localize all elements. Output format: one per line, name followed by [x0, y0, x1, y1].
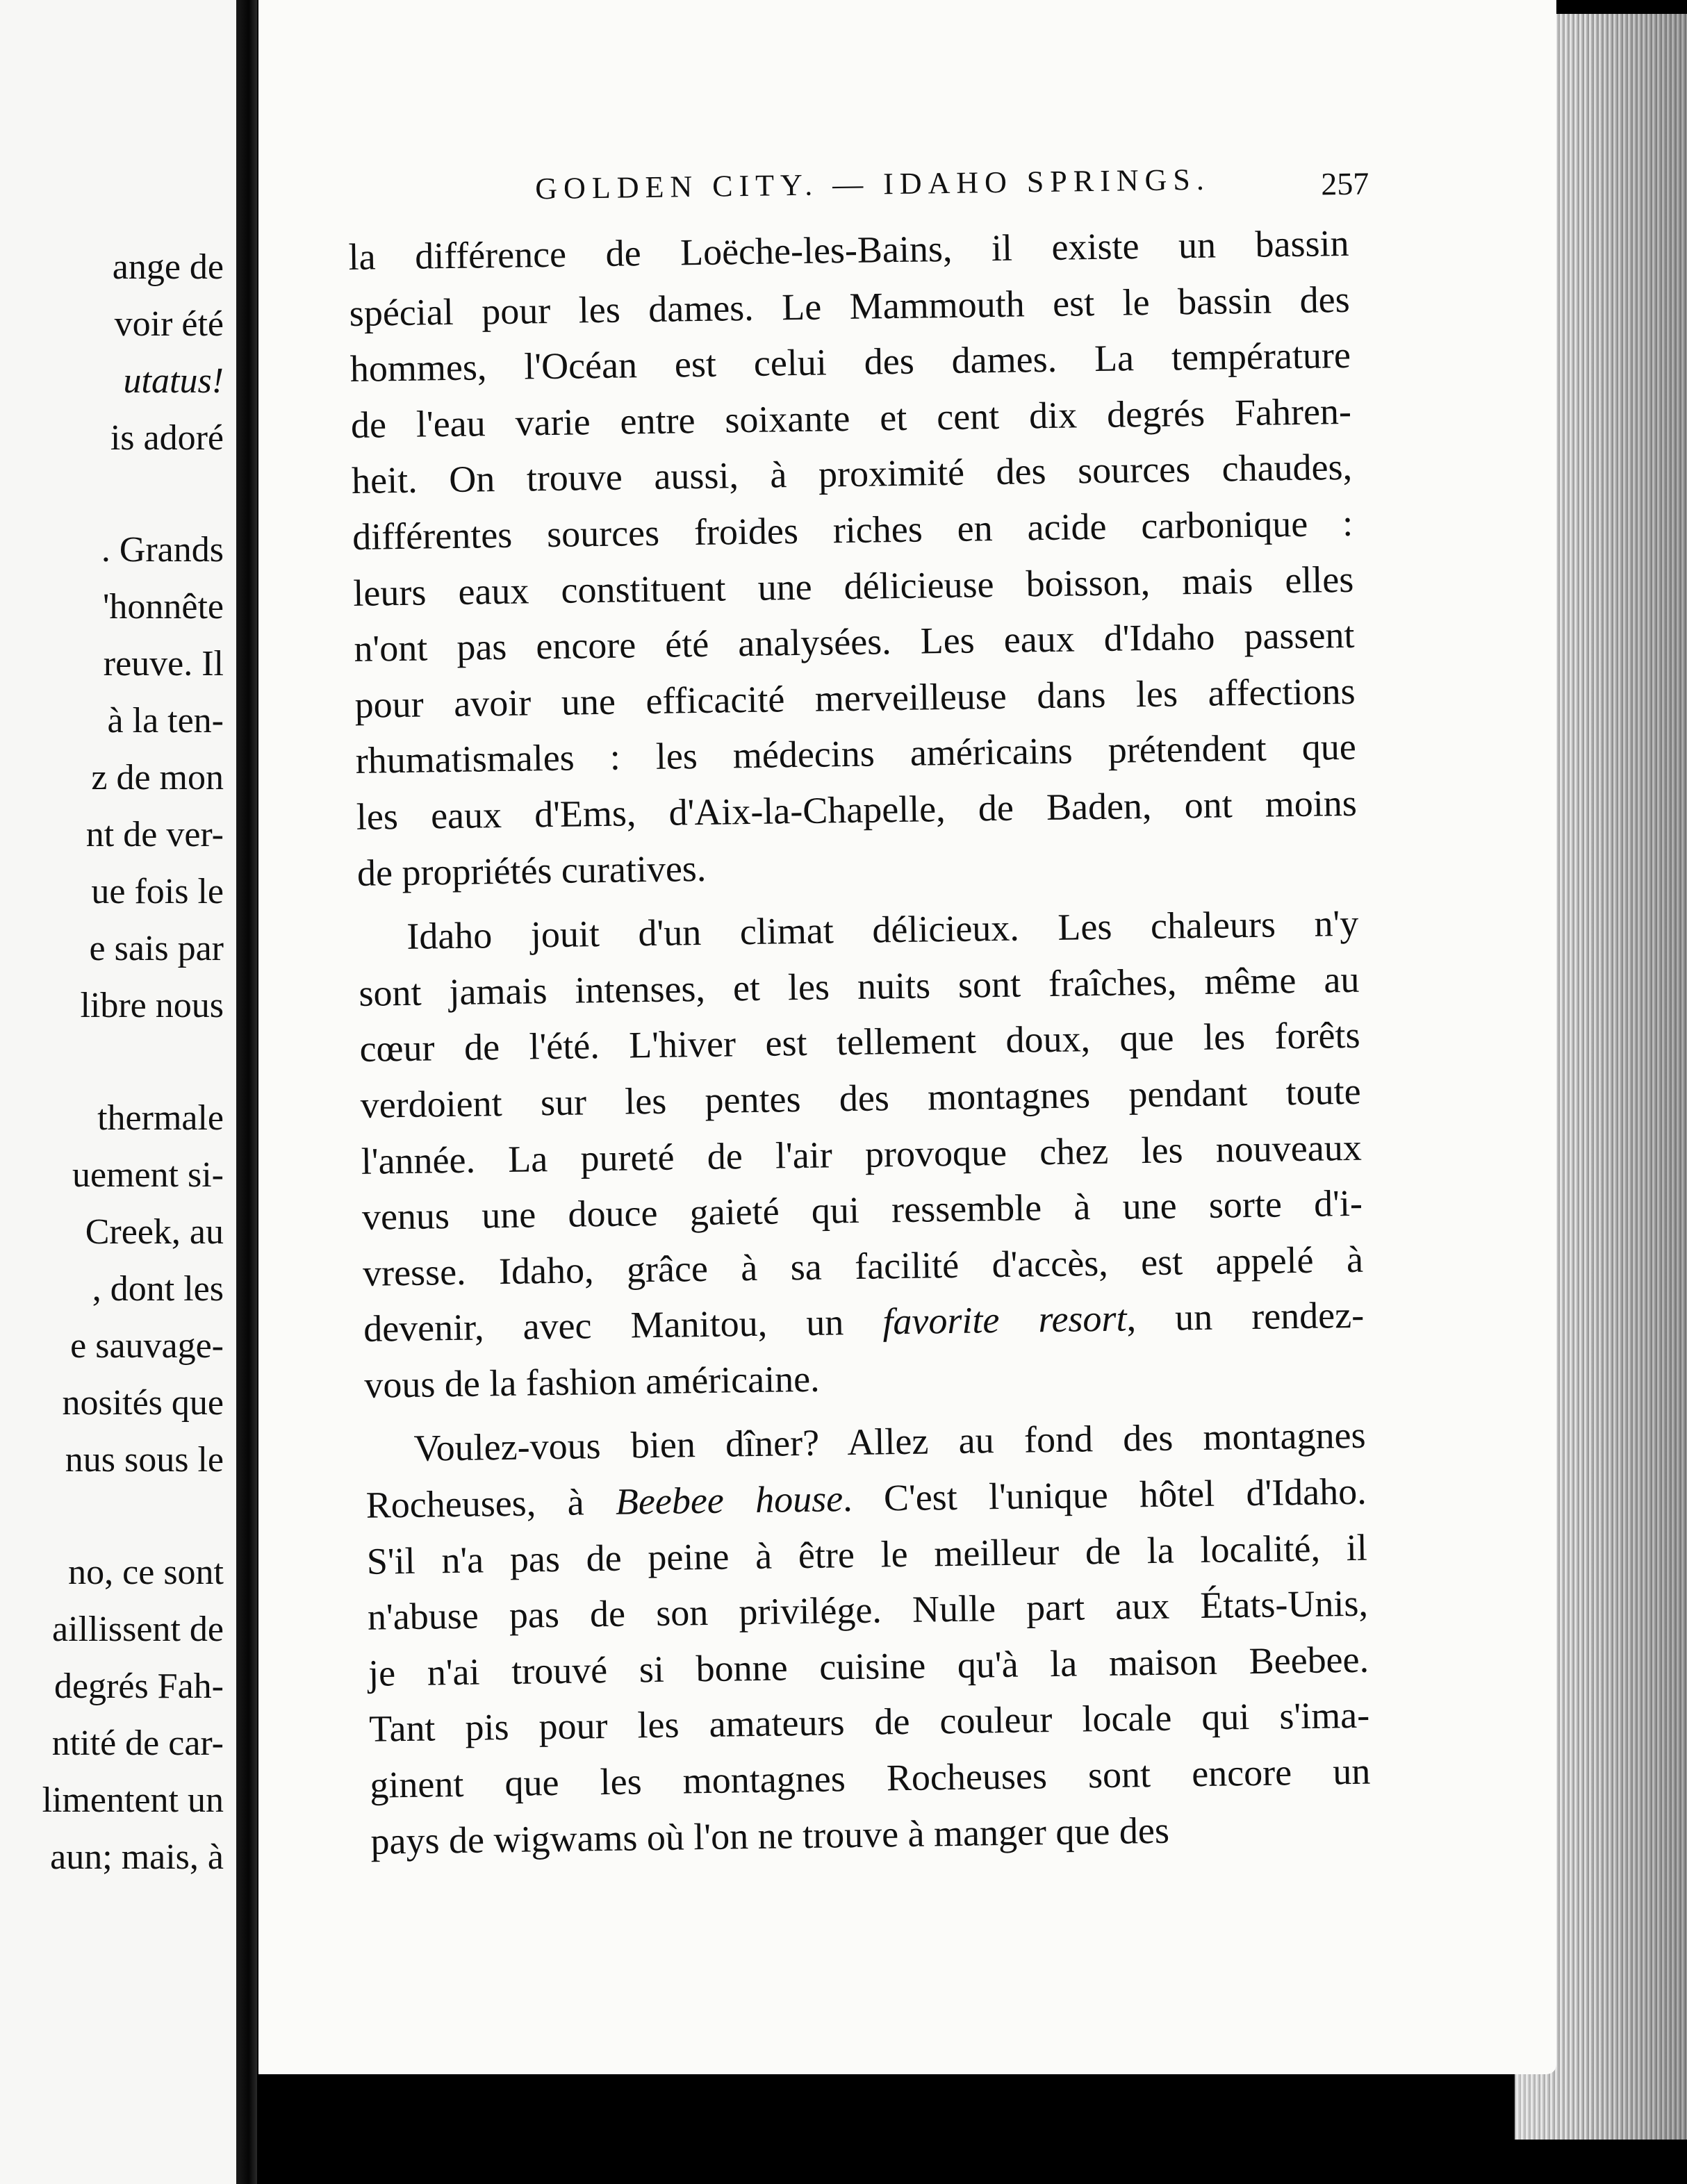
left-page-line: voir été — [114, 304, 224, 344]
left-page-line: utatus! — [123, 361, 224, 401]
book-gutter — [236, 0, 257, 2184]
text-line: rhumatismales : les médecins américains prétendent que — [355, 726, 1357, 782]
left-facing-page — [0, 0, 236, 2184]
left-page-line: reuve. Il — [103, 644, 224, 684]
text-line: Tant pis pour les amateurs de couleur locale qui s'ima- — [368, 1694, 1370, 1751]
left-page-line: nosités que — [62, 1383, 224, 1423]
text-line: vous de la fashion américaine. — [363, 1357, 820, 1406]
text-line: Rocheuses, à Beebee house. C'est l'unique hôtel d'Idaho. — [365, 1470, 1367, 1526]
left-page-line: no, ce sont — [68, 1553, 224, 1592]
page-number: 257 — [1320, 165, 1369, 202]
text-line: pays de wigwams où l'on ne trouve à manger que des — [370, 1809, 1170, 1862]
text-line: les eaux d'Ems, d'Aix-la-Chapelle, de Baden, ont moins — [356, 781, 1358, 838]
text-line: Voulez-vous bien dîner? Allez au fond des montagnes — [413, 1414, 1366, 1470]
left-page-line: uement si- — [72, 1155, 224, 1195]
left-page-line: . Grands — [101, 530, 224, 570]
left-page-line: Creek, au — [85, 1212, 224, 1252]
left-page-line: e sauvage- — [70, 1326, 224, 1366]
left-page-line: z de mon — [91, 758, 224, 797]
text-line: verdoient sur les pentes des montagnes pendant toute — [360, 1070, 1362, 1126]
running-head-title: GOLDEN CITY. — IDAHO SPRINGS. — [534, 162, 1211, 206]
left-page-line: degrés Fah- — [54, 1666, 224, 1706]
left-page-line: aun; mais, à — [50, 1837, 224, 1877]
text-line: la différence de Loëche-les-Bains, il existe un bassin — [348, 222, 1349, 278]
right-page-text — [347, 160, 1372, 1869]
left-page-line: is adoré — [110, 418, 224, 458]
text-line: sont jamais intenses, et les nuits sont fraîches, même au — [359, 958, 1360, 1014]
left-page-line: ange de — [112, 247, 224, 287]
left-page-line: nt de ver- — [85, 815, 224, 854]
text-line: pour avoir une efficacité merveilleuse dans les affections — [354, 670, 1356, 726]
text-line: devenir, avec Manitou, un favorite resort, un rendez- — [363, 1294, 1365, 1350]
left-page-line: ntité de car- — [51, 1723, 224, 1763]
left-page-line: , dont les — [92, 1269, 224, 1309]
text-line: S'il n'a pas de peine à être le meilleur de la localité, il — [366, 1526, 1368, 1582]
text-line: vresse. Idaho, grâce à sa facilité d'accès, est appelé à — [362, 1238, 1364, 1294]
left-page-line: limentent un — [42, 1780, 224, 1820]
text-line: venus une douce gaieté qui ressemble à une sorte d'i- — [361, 1182, 1363, 1238]
text-line: n'ont pas encore été analysées. Les eaux d'Idaho passent — [354, 613, 1355, 670]
paragraph — [365, 1407, 1372, 1869]
text-line: heit. On trouve aussi, à proximité des sources chaudes, — [351, 446, 1353, 502]
text-line: différentes sources froides riches en acide carbonique : — [352, 502, 1353, 558]
left-page-line: nus sous le — [65, 1440, 224, 1480]
left-page-line: thermale — [97, 1098, 224, 1138]
left-page-line: libre nous — [80, 986, 224, 1025]
text-line: ginent que les montagnes Rocheuses sont encore un — [369, 1750, 1371, 1806]
text-line: de l'eau varie entre soixante et cent dix degrés Fahren- — [350, 390, 1352, 446]
text-line: leurs eaux constituent une délicieuse boisson, mais elles — [353, 558, 1354, 614]
left-page-line: à la ten- — [107, 701, 224, 741]
text-line: spécial pour les dames. Le Mammouth est le bassin des — [349, 278, 1351, 334]
text-line: Idaho jouit d'un climat délicieux. Les chaleurs n'y — [406, 902, 1359, 958]
left-page-line: aillissent de — [52, 1610, 224, 1649]
left-page-line: ue fois le — [91, 872, 224, 911]
text-line: l'année. La pureté de l'air provoque chez les nouveaux — [361, 1126, 1363, 1182]
paragraph — [348, 215, 1358, 901]
text-line: hommes, l'Océan est celui des dames. La température — [349, 334, 1351, 390]
text-line: n'abuse pas de son privilége. Nulle part aux États-Unis, — [367, 1582, 1369, 1639]
text-line: je n'ai trouvé si bonne cuisine qu'à la maison Beebee. — [368, 1638, 1369, 1694]
paragraph — [358, 895, 1365, 1413]
left-page-line: e sais par — [89, 929, 224, 968]
text-line: de propriétés curatives. — [356, 847, 707, 894]
body-paragraphs — [348, 215, 1372, 1869]
left-page-line: 'honnête — [103, 587, 224, 627]
text-line: cœur de l'été. L'hiver est tellement doux, que les forêts — [359, 1014, 1360, 1070]
